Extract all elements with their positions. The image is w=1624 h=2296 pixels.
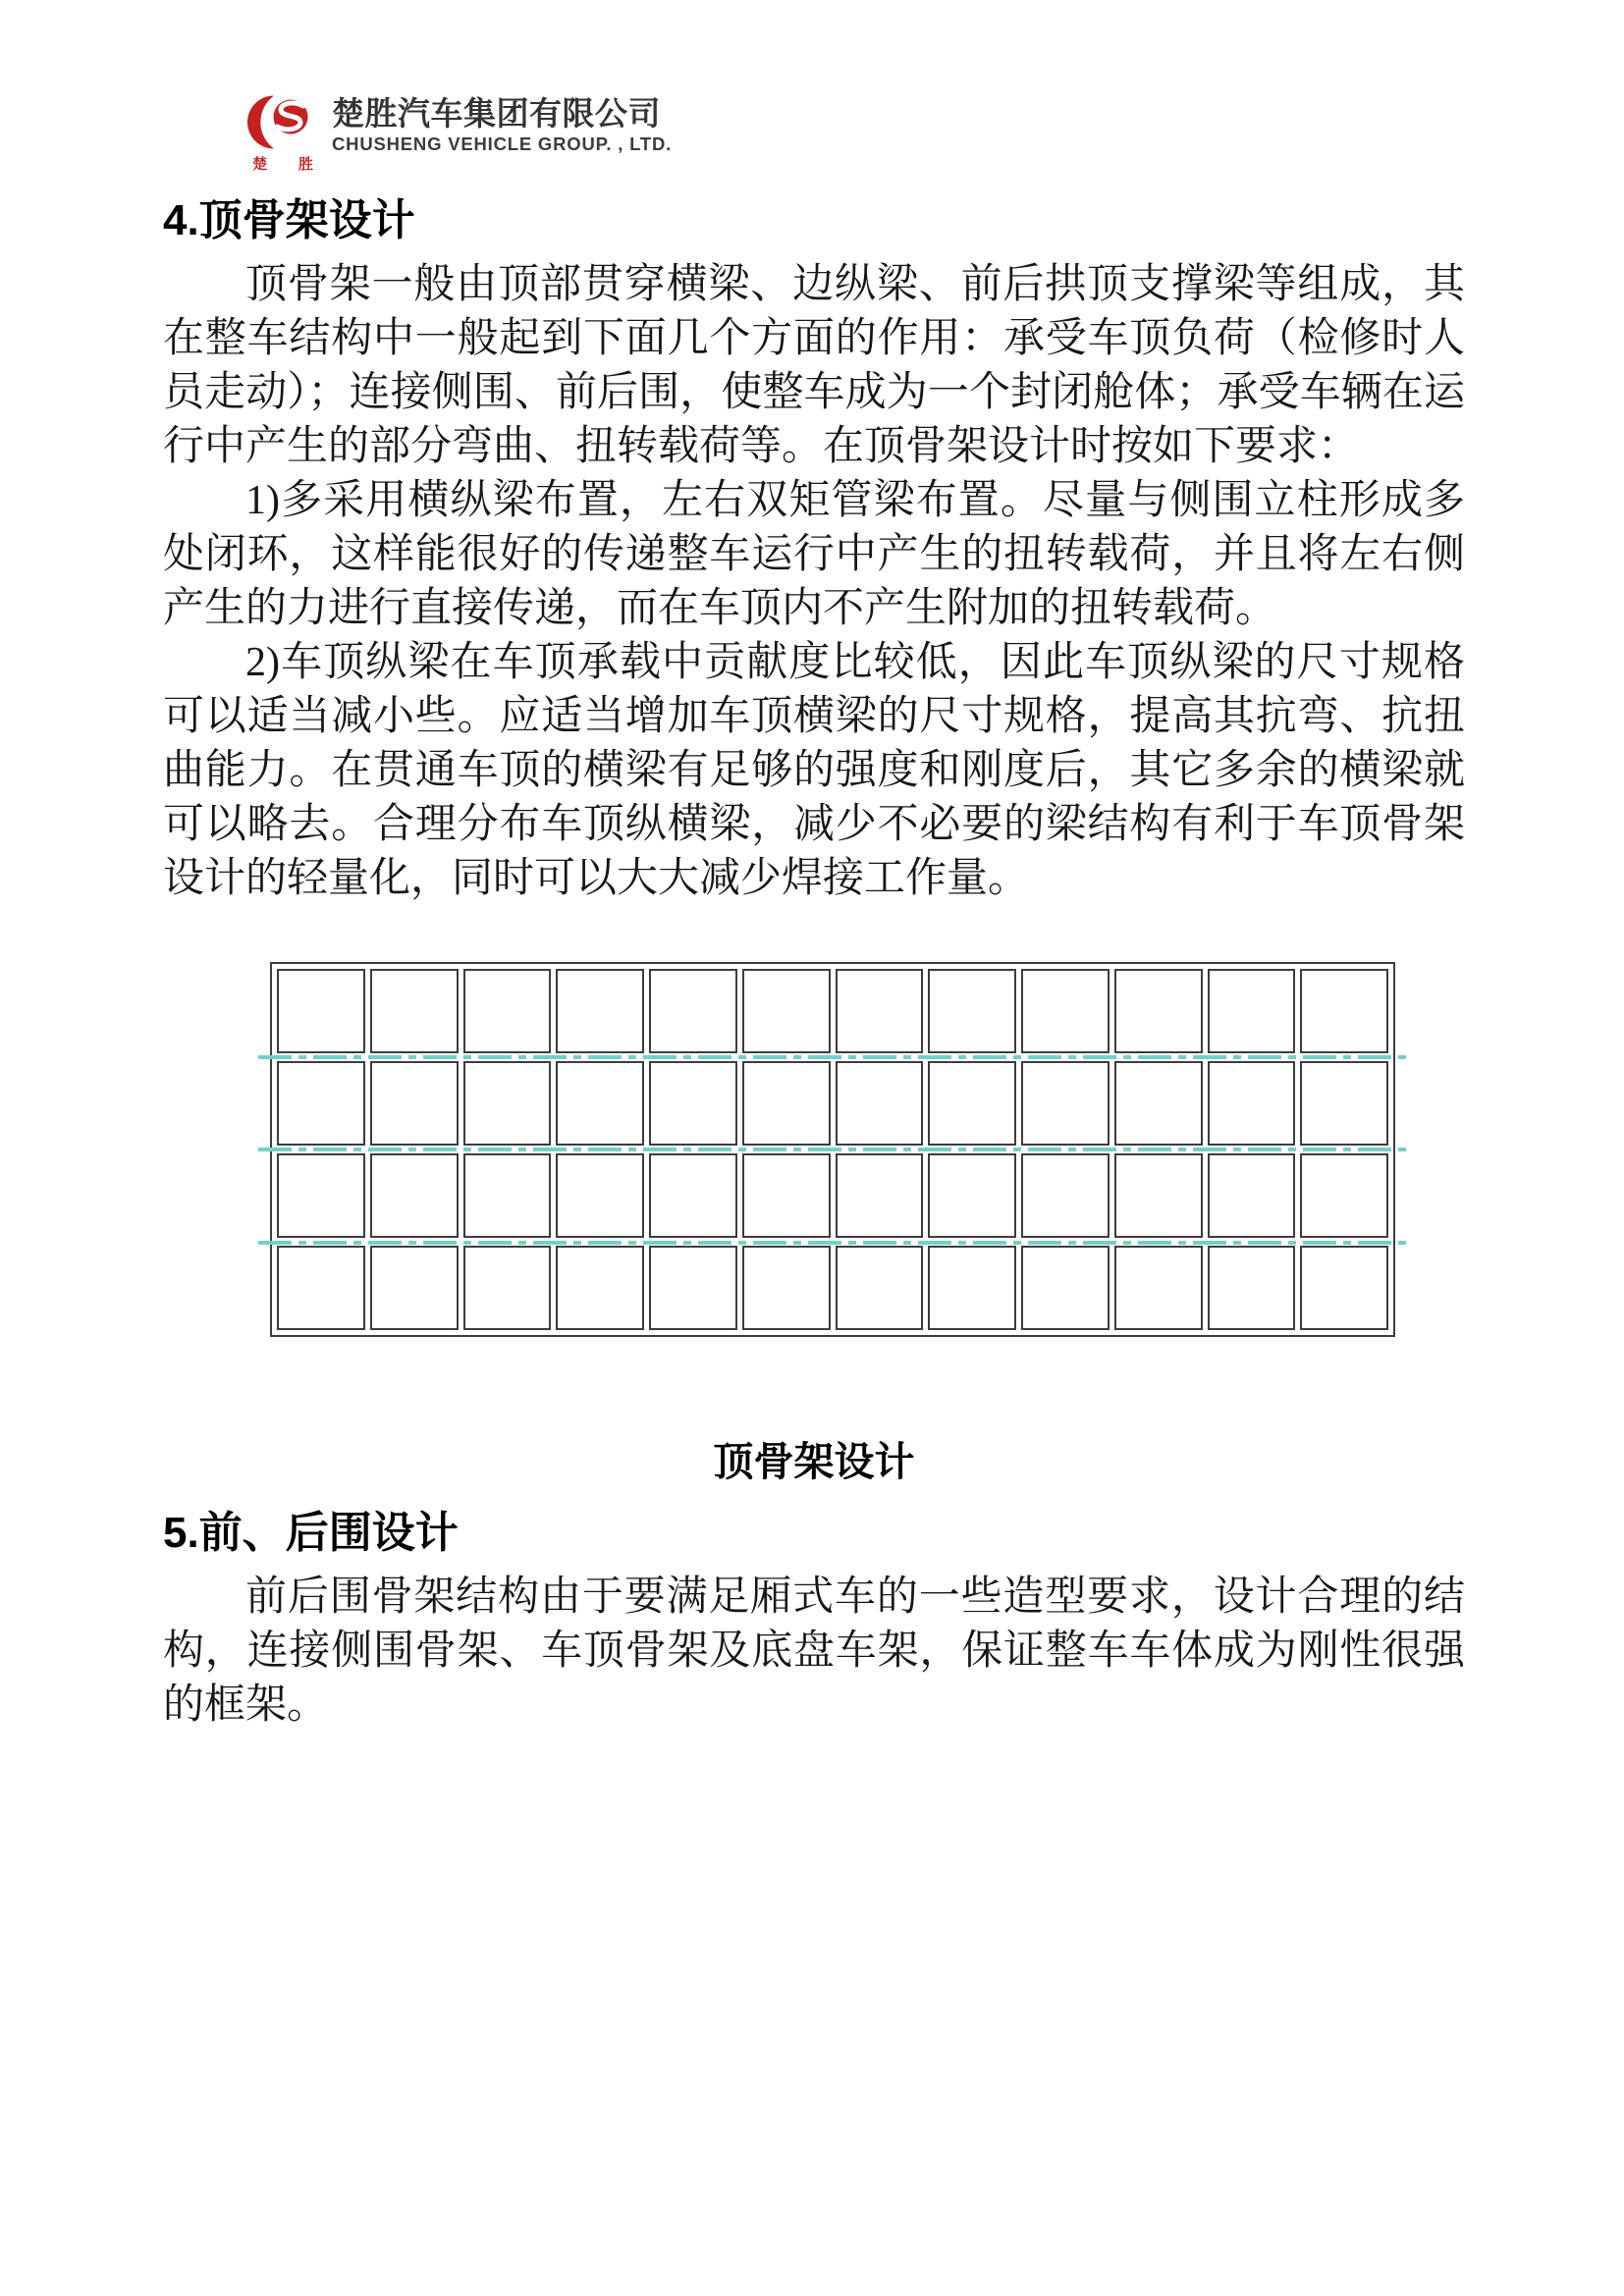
frame-cell bbox=[928, 1153, 1016, 1238]
frame-cell bbox=[1300, 1246, 1388, 1330]
frame-cell bbox=[277, 1061, 365, 1146]
frame-cell bbox=[463, 1153, 552, 1238]
frame-cell bbox=[1114, 969, 1203, 1053]
cross-member-centerline bbox=[258, 1148, 1407, 1151]
frame-cell bbox=[1021, 1153, 1110, 1238]
frame-cell bbox=[277, 1246, 365, 1330]
crescent-s-mark-icon bbox=[245, 94, 320, 151]
frame-cell bbox=[836, 1061, 924, 1146]
section4-paragraph-2: 1)多采用横纵梁布置，左右双矩管梁布置。尽量与侧围立柱形成多处闭环，这样能很好的传递整车运行中产生的扭转载荷，并且将左右侧产生的力进行直接传递，而在车顶内不产生附加的扭转载荷。 bbox=[163, 478, 1465, 631]
frame-cell bbox=[370, 1246, 459, 1330]
frame-cell bbox=[1208, 1061, 1296, 1146]
company-logo bbox=[245, 94, 672, 174]
frame-cell bbox=[1208, 1246, 1296, 1330]
frame-cell bbox=[1300, 1061, 1388, 1146]
frame-cell bbox=[742, 1061, 831, 1146]
frame-cell bbox=[1114, 1153, 1203, 1238]
frame-cell bbox=[836, 1246, 924, 1330]
frame-cell bbox=[463, 1061, 552, 1146]
section5-heading: 5.前、后围设计 bbox=[163, 1509, 459, 1557]
frame-cell bbox=[556, 1153, 644, 1238]
frame-cell bbox=[1208, 969, 1296, 1053]
figure-caption: 顶骨架设计 bbox=[713, 1439, 915, 1484]
frame-cell bbox=[1021, 969, 1110, 1053]
frame-cell bbox=[928, 969, 1016, 1053]
section5-paragraph-1: 前后围骨架结构由于要满足厢式车的一些造型要求，设计合理的结构，连接侧围骨架、车顶骨架及底盘车架，保证整车车体成为刚性很强的框架。 bbox=[163, 1575, 1465, 1728]
company-name-zh: 楚胜汽车集团有限公司 bbox=[332, 95, 661, 132]
frame-cell bbox=[1114, 1061, 1203, 1146]
frame-cell bbox=[742, 969, 831, 1053]
frame-cell bbox=[370, 1061, 459, 1146]
chusheng-logo-icon bbox=[245, 94, 327, 174]
section4-paragraph-1: 顶骨架一般由顶部贯穿横梁、边纵梁、前后拱顶支撑梁等组成，其在整车结构中一般起到下面几个方面的作用：承受车顶负荷（检修时人员走动）；连接侧围、前后围，使整车成为一个封闭舱体；承受车辆在运行中产生的部分弯曲、扭转载荷等。在顶骨架设计时按如下要求： bbox=[163, 262, 1465, 469]
frame-cell bbox=[836, 969, 924, 1053]
section4-heading: 4.顶骨架设计 bbox=[163, 196, 415, 244]
frame-cell bbox=[1021, 1246, 1110, 1330]
frame-cell bbox=[1114, 1246, 1203, 1330]
frame-cell bbox=[649, 1061, 737, 1146]
cross-member-centerline bbox=[258, 1241, 1407, 1245]
frame-cell bbox=[370, 969, 459, 1053]
frame-cell bbox=[463, 969, 552, 1053]
frame-cell bbox=[742, 1246, 831, 1330]
cross-member-centerline bbox=[258, 1055, 1407, 1059]
roof-frame-drawing bbox=[270, 962, 1395, 1337]
frame-cell bbox=[556, 1061, 644, 1146]
frame-cell bbox=[1208, 1153, 1296, 1238]
logo-seal-characters: 楚 胜 bbox=[252, 157, 327, 173]
frame-cell bbox=[928, 1061, 1016, 1146]
section4-paragraph-3: 2)车顶纵梁在车顶承载中贡献度比较低，因此车顶纵梁的尺寸规格可以适当减小些。应适当增加车顶横梁的尺寸规格，提高其抗弯、抗扭曲能力。在贯通车顶的横梁有足够的强度和刚度后，其它多余的横梁就可以略去。合理分布车顶纵横梁，减少不必要的梁结构有利于车顶骨架设计的轻量化，同时可以大大减少焊接工作量。 bbox=[163, 640, 1465, 901]
logo-names bbox=[332, 94, 672, 155]
roof-frame-figure bbox=[270, 962, 1395, 1337]
frame-cell bbox=[1300, 969, 1388, 1053]
frame-cell bbox=[556, 1246, 644, 1330]
frame-cell bbox=[1021, 1061, 1110, 1146]
frame-cell bbox=[556, 969, 644, 1053]
frame-cell bbox=[277, 1153, 365, 1238]
frame-cell bbox=[649, 969, 737, 1053]
frame-cell bbox=[742, 1153, 831, 1238]
frame-cell bbox=[370, 1153, 459, 1238]
document-content bbox=[163, 196, 1465, 1733]
frame-cell bbox=[649, 1153, 737, 1238]
company-name-en: CHUSHENG VEHICLE GROUP. , LTD. bbox=[332, 133, 673, 154]
frame-cell bbox=[649, 1246, 737, 1330]
frame-cell bbox=[463, 1246, 552, 1330]
frame-cell bbox=[928, 1246, 1016, 1330]
frame-cell bbox=[836, 1153, 924, 1238]
frame-cell bbox=[1300, 1153, 1388, 1238]
frame-cell bbox=[277, 969, 365, 1053]
